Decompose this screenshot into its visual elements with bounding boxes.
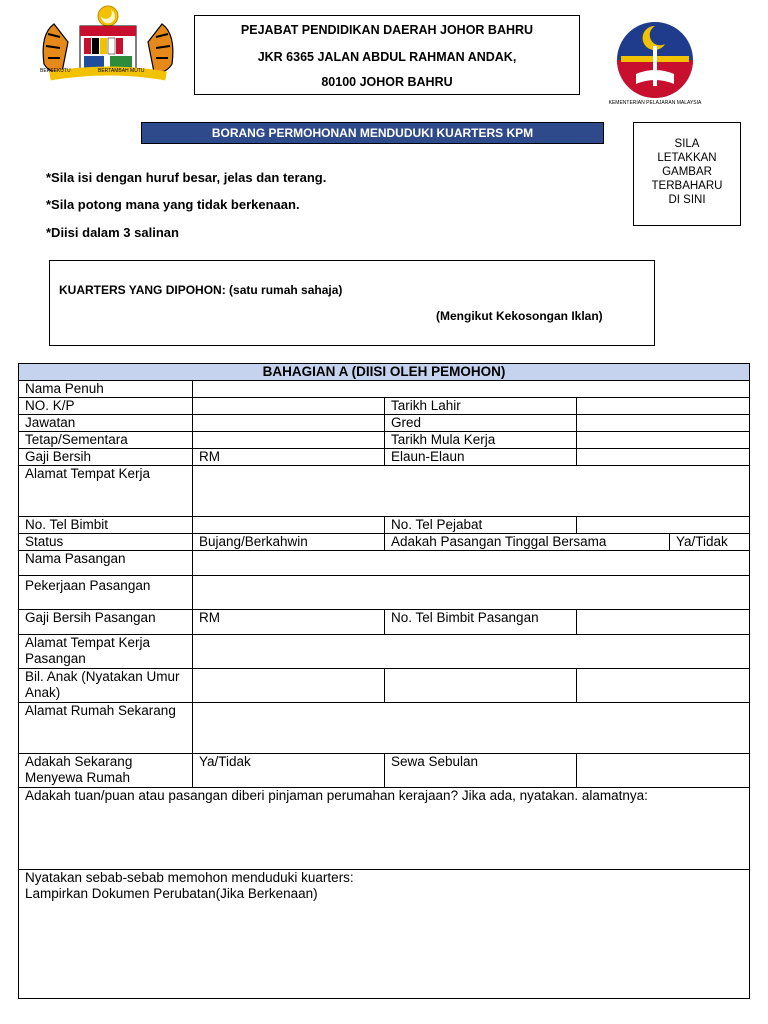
label-sebab-memohon: Nyatakan sebab-sebab memohon menduduki kuarters: bbox=[25, 870, 354, 885]
kpm-logo-text: KEMENTERIAN PELAJARAN MALAYSIA bbox=[608, 100, 702, 106]
instruction-note: *Sila potong mana yang tidak berkenaan. bbox=[46, 197, 300, 212]
field-tarikh-mula-kerja[interactable] bbox=[577, 432, 750, 449]
instruction-note: *Diisi dalam 3 salinan bbox=[46, 225, 179, 240]
label-nama-penuh: Nama Penuh bbox=[19, 381, 193, 398]
field-no-kp[interactable] bbox=[193, 398, 385, 415]
label-gaji-bersih: Gaji Bersih bbox=[19, 449, 193, 466]
form-title: BORANG PERMOHONAN MENDUDUKI KUARTERS KPM bbox=[141, 122, 604, 144]
label-tetap-sementara: Tetap/Sementara bbox=[19, 432, 193, 449]
field-tarikh-lahir[interactable] bbox=[577, 398, 750, 415]
label-gred: Gred bbox=[385, 415, 577, 432]
field-nama-pasangan[interactable] bbox=[193, 551, 750, 576]
label-sewa-sebulan: Sewa Sebulan bbox=[385, 754, 577, 788]
section-a-heading: BAHAGIAN A (DIISI OLEH PEMOHON) bbox=[19, 364, 750, 381]
label-pasangan-tinggal-bersama: Adakah Pasangan Tinggal Bersama bbox=[385, 534, 670, 551]
address-line-1: PEJABAT PENDIDIKAN DAERAH JOHOR BAHRU bbox=[240, 23, 534, 37]
address-line-2: JKR 6365 JALAN ABDUL RAHMAN ANDAK, bbox=[257, 50, 517, 64]
label-no-tel-bimbit-pasangan: No. Tel Bimbit Pasangan bbox=[385, 610, 577, 635]
photo-box-line: TERBAHARU bbox=[651, 180, 723, 192]
field-no-tel-bimbit[interactable] bbox=[193, 517, 385, 534]
label-jawatan: Jawatan bbox=[19, 415, 193, 432]
field-bil-anak-3[interactable] bbox=[577, 669, 750, 703]
field-bil-anak-1[interactable] bbox=[193, 669, 385, 703]
field-no-tel-bimbit-pasangan[interactable] bbox=[577, 610, 750, 635]
label-dokumen-perubatan: Lampirkan Dokumen Perubatan(Jika Berkenaan) bbox=[25, 886, 318, 901]
field-status[interactable]: Bujang/Berkahwin bbox=[193, 534, 385, 551]
field-alamat-tempat-kerja[interactable] bbox=[193, 466, 750, 517]
field-menyewa-rumah[interactable]: Ya/Tidak bbox=[193, 754, 385, 788]
kuarters-label: KUARTERS YANG DIPOHON: (satu rumah sahaja) bbox=[59, 283, 343, 297]
label-tarikh-mula-kerja: Tarikh Mula Kerja bbox=[385, 432, 577, 449]
label-tarikh-lahir: Tarikh Lahir bbox=[385, 398, 577, 415]
field-gaji-bersih-pasangan[interactable]: RM bbox=[193, 610, 385, 635]
field-nama-penuh[interactable] bbox=[193, 381, 750, 398]
label-no-tel-bimbit: No. Tel Bimbit bbox=[19, 517, 193, 534]
field-alamat-kerja-pasangan[interactable] bbox=[193, 635, 750, 669]
field-sebab-memohon[interactable] bbox=[19, 870, 750, 999]
label-alamat-tempat-kerja: Alamat Tempat Kerja bbox=[19, 466, 193, 517]
field-no-tel-pejabat[interactable] bbox=[577, 517, 750, 534]
label-bil-anak: Bil. Anak (Nyatakan Umur Anak) bbox=[19, 669, 193, 703]
photo-box-line: LETAKKAN bbox=[657, 152, 717, 164]
field-tetap-sementara[interactable] bbox=[193, 432, 385, 449]
label-no-tel-pejabat: No. Tel Pejabat bbox=[385, 517, 577, 534]
label-nama-pasangan: Nama Pasangan bbox=[19, 551, 193, 576]
field-bil-anak-2[interactable] bbox=[385, 669, 577, 703]
photo-box-line: GAMBAR bbox=[662, 166, 712, 178]
label-gaji-bersih-pasangan: Gaji Bersih Pasangan bbox=[19, 610, 193, 635]
field-pekerjaan-pasangan[interactable] bbox=[193, 576, 750, 610]
kuarters-note: (Mengikut Kekosongan Iklan) bbox=[436, 309, 603, 323]
field-gred[interactable] bbox=[577, 415, 750, 432]
photo-box-line: DI SINI bbox=[668, 194, 706, 206]
coat-of-arms-icon bbox=[34, 4, 182, 90]
section-a-table bbox=[18, 363, 750, 999]
coat-of-arms-motto-left: BERSEKUTU bbox=[40, 68, 71, 74]
label-elaun: Elaun-Elaun bbox=[385, 449, 577, 466]
kuarters-box[interactable] bbox=[49, 260, 655, 346]
field-alamat-rumah[interactable] bbox=[193, 703, 750, 754]
field-pasangan-tinggal-bersama[interactable]: Ya/Tidak bbox=[670, 534, 750, 551]
field-jawatan[interactable] bbox=[193, 415, 385, 432]
field-pinjaman-perumahan[interactable] bbox=[19, 788, 750, 870]
label-alamat-rumah: Alamat Rumah Sekarang bbox=[19, 703, 193, 754]
label-status: Status bbox=[19, 534, 193, 551]
instruction-note: *Sila isi dengan huruf besar, jelas dan terang. bbox=[46, 170, 327, 185]
label-alamat-kerja-pasangan: Alamat Tempat Kerja Pasangan bbox=[19, 635, 193, 669]
address-line-3: 80100 JOHOR BAHRU bbox=[321, 75, 453, 89]
label-pinjaman-perumahan: Adakah tuan/puan atau pasangan diberi pinjaman perumahan kerajaan? Jika ada, nyatakan. alamatnya: bbox=[25, 788, 648, 803]
coat-of-arms-motto-right: BERTAMBAH MUTU bbox=[98, 68, 145, 74]
label-menyewa-rumah: Adakah Sekarang Menyewa Rumah bbox=[19, 754, 193, 788]
label-pekerjaan-pasangan: Pekerjaan Pasangan bbox=[19, 576, 193, 610]
address-box bbox=[194, 15, 580, 95]
label-no-kp: NO. K/P bbox=[19, 398, 193, 415]
field-gaji-bersih[interactable]: RM bbox=[193, 449, 385, 466]
photo-box bbox=[633, 122, 741, 226]
field-elaun[interactable] bbox=[577, 449, 750, 466]
photo-box-line: SILA bbox=[674, 138, 700, 150]
field-sewa-sebulan[interactable] bbox=[577, 754, 750, 788]
